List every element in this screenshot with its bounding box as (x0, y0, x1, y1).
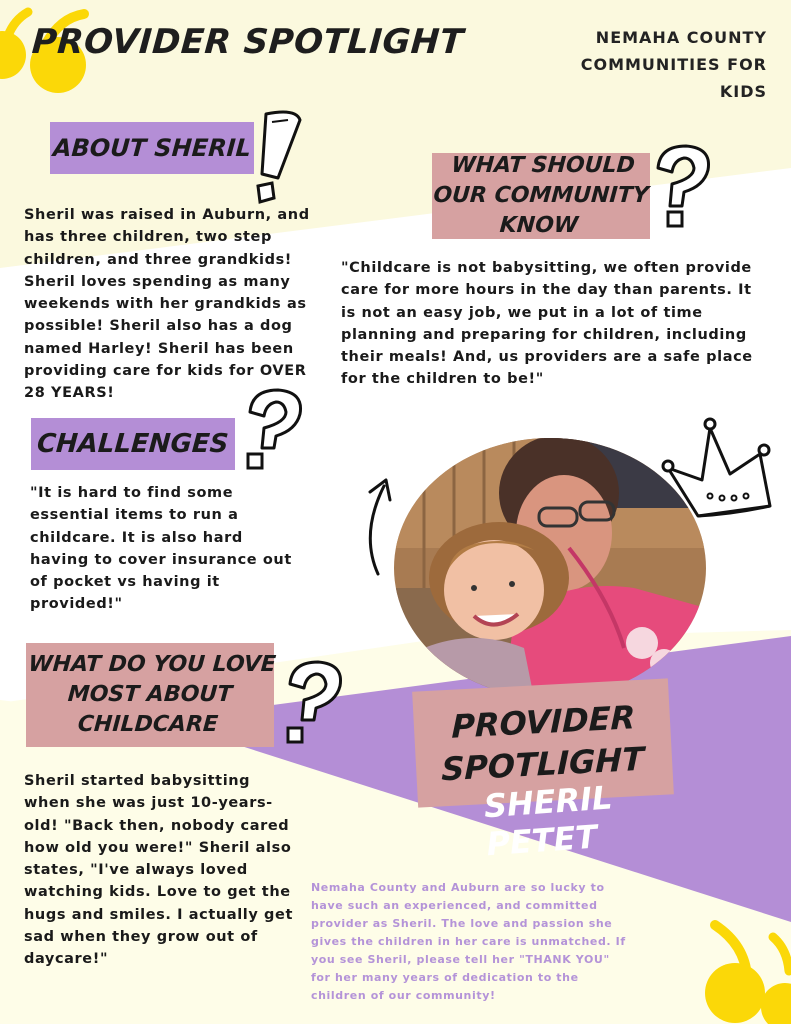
footer-text: Nemaha County and Auburn are so lucky to have such an experienced, and committed provider as Sheril. The love and passion she gives the children in her care is unmatched. If you see Sheril, please tell her "THANK YOU" for her many years of dedication to the children of our community! (311, 881, 626, 1002)
exclamation-mark-icon (248, 106, 308, 206)
quote-mark-icon (695, 915, 791, 1024)
provider-photo (394, 438, 706, 698)
spotlight-label: PROVIDER SPOTLIGHT (441, 698, 645, 789)
challenges-body: "It is hard to find some essential items to run a childcare. It is also hard having to cover insurance out of pocket vs having it provided!" (30, 485, 292, 613)
love-body: Sheril started babysitting when she was just 10-years-old! "Back then, nobody cared how old you were!" Sheril also states, "I've always loved watching kids. Love to get the hugs and smiles. I actually get sad when they grow out of daycare!" (24, 773, 293, 968)
curved-arrow-icon (356, 474, 396, 578)
challenges-heading-box (31, 418, 235, 470)
challenges-heading: CHALLENGES (36, 429, 230, 459)
love-heading: WHAT DO YOU LOVE MOST ABOUT CHILDCARE (27, 652, 277, 737)
page-title: PROVIDER SPOTLIGHT (30, 22, 465, 62)
about-heading: ABOUT SHERIL (52, 134, 252, 162)
organization-name: NEMAHA COUNTY COMMUNITIES FOR KIDS (580, 28, 767, 101)
love-heading-box (26, 643, 277, 747)
community-heading: WHAT SHOULD OUR COMMUNITY KNOW (432, 153, 650, 238)
about-body: Sheril was raised in Auburn, and has three children, two step children, and three grandkids! Sheril loves spending as many weekends with her grandkids as possible! Sheril also has a dog named Harley! Sheril has been providing care for kids for OVER 28 YEARS! (24, 207, 310, 402)
community-body: "Childcare is not babysitting, we often provide care for more hours in the day than parents. It is not an easy job, we put in a lot of time planning and preparing for children, including their meals! And, us providers are a safe place for the children to be!" (341, 260, 753, 388)
question-mark-icon (240, 384, 310, 476)
question-mark-icon (648, 140, 718, 235)
provider-name: SHERIL PETET (482, 778, 614, 864)
question-mark-icon (282, 656, 348, 748)
about-heading-box (50, 122, 254, 174)
community-heading-box (432, 153, 650, 239)
